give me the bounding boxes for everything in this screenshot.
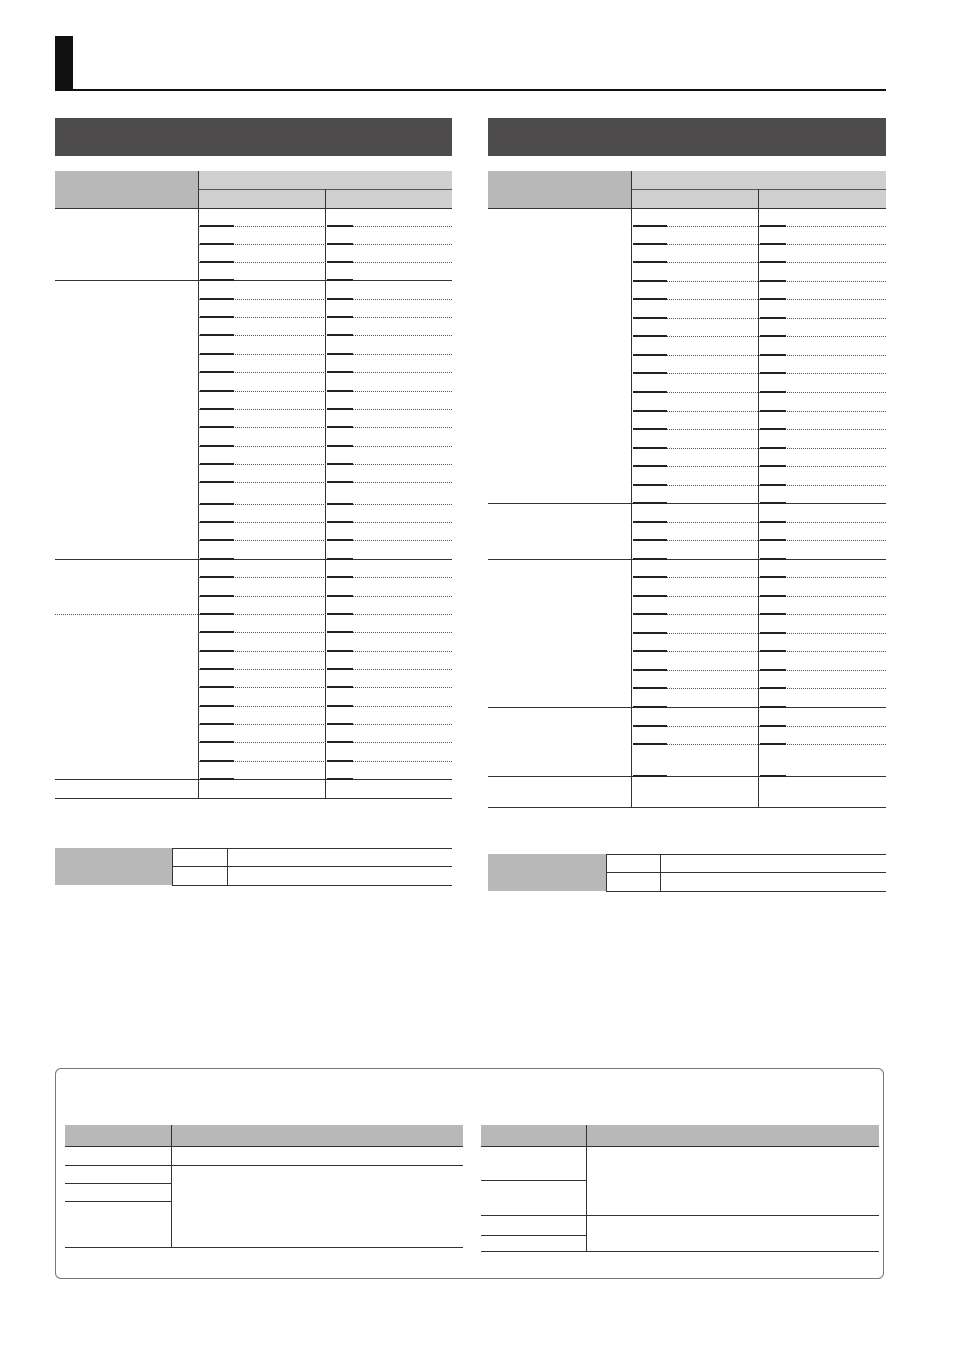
row-mark bbox=[633, 725, 667, 727]
table-row-rule bbox=[55, 798, 452, 799]
row-mark bbox=[760, 725, 786, 727]
row-mark bbox=[760, 650, 786, 652]
table-row-rule bbox=[198, 522, 452, 523]
row-mark bbox=[633, 354, 667, 356]
row-mark bbox=[760, 225, 786, 227]
column-divider bbox=[606, 854, 607, 891]
row-mark bbox=[633, 225, 667, 227]
table-row-rule bbox=[198, 372, 452, 373]
row-mark bbox=[327, 558, 353, 560]
row-mark bbox=[760, 687, 786, 689]
row-mark bbox=[633, 539, 667, 541]
table-row-rule bbox=[481, 1180, 586, 1181]
table-row-rule bbox=[631, 262, 886, 263]
table-row-rule bbox=[631, 392, 886, 393]
table-row-rule bbox=[55, 208, 452, 209]
table-row-rule bbox=[606, 872, 886, 873]
table-row-rule bbox=[198, 262, 452, 263]
row-mark bbox=[200, 613, 234, 615]
row-mark bbox=[760, 539, 786, 541]
row-mark bbox=[760, 558, 786, 560]
row-mark bbox=[200, 521, 234, 523]
row-mark bbox=[633, 669, 667, 671]
table-row-rule bbox=[631, 448, 886, 449]
small-table-right bbox=[488, 854, 886, 891]
row-mark bbox=[633, 428, 667, 430]
row-mark bbox=[200, 686, 234, 688]
row-mark bbox=[760, 280, 786, 282]
note-table-right bbox=[481, 1125, 879, 1253]
row-mark bbox=[327, 243, 353, 245]
column-divider bbox=[227, 848, 228, 885]
row-mark bbox=[760, 576, 786, 578]
row-mark bbox=[327, 741, 353, 743]
row-mark bbox=[200, 723, 234, 725]
column-divider bbox=[172, 848, 173, 885]
table-row-rule bbox=[172, 866, 452, 867]
row-mark bbox=[327, 503, 353, 505]
row-mark bbox=[327, 316, 353, 318]
row-mark bbox=[633, 576, 667, 578]
row-mark bbox=[327, 463, 353, 465]
note-box bbox=[55, 1068, 884, 1279]
table-row-rule bbox=[65, 1247, 463, 1248]
row-mark bbox=[633, 775, 667, 777]
row-mark bbox=[200, 631, 234, 633]
row-mark bbox=[327, 539, 353, 541]
table-row-rule bbox=[198, 482, 452, 483]
table-row-rule bbox=[172, 848, 452, 849]
table-row-rule bbox=[488, 503, 886, 504]
table-row-rule bbox=[198, 761, 452, 762]
table-row-rule bbox=[198, 614, 452, 615]
row-mark bbox=[633, 521, 667, 523]
table-row-rule bbox=[631, 466, 886, 467]
table-row-rule bbox=[198, 409, 452, 410]
row-mark bbox=[200, 225, 234, 227]
row-mark bbox=[633, 243, 667, 245]
table-row-rule bbox=[488, 707, 886, 708]
row-mark bbox=[633, 650, 667, 652]
row-mark bbox=[200, 334, 234, 336]
table-header-cell bbox=[171, 1125, 463, 1146]
table-row-rule bbox=[481, 1235, 586, 1236]
table-row-rule bbox=[55, 280, 452, 281]
table-row-rule bbox=[631, 355, 886, 356]
row-mark bbox=[633, 410, 667, 412]
table-row-rule bbox=[55, 779, 452, 780]
row-mark bbox=[200, 760, 234, 762]
row-mark bbox=[760, 706, 786, 708]
row-mark bbox=[200, 503, 234, 505]
title-rule bbox=[55, 89, 886, 91]
row-mark bbox=[327, 390, 353, 392]
row-mark bbox=[633, 558, 667, 560]
table-row-rule bbox=[198, 724, 452, 725]
row-mark bbox=[760, 521, 786, 523]
table-row-rule bbox=[198, 244, 452, 245]
row-mark bbox=[760, 595, 786, 597]
table-row-rule bbox=[198, 299, 452, 300]
column-divider bbox=[586, 1125, 587, 1251]
table-row-rule bbox=[65, 1165, 463, 1166]
row-mark bbox=[200, 650, 234, 652]
table-row-rule bbox=[481, 1146, 879, 1147]
row-mark bbox=[633, 613, 667, 615]
row-mark bbox=[760, 613, 786, 615]
row-mark bbox=[633, 261, 667, 263]
row-mark bbox=[633, 447, 667, 449]
row-mark bbox=[633, 743, 667, 745]
row-mark bbox=[327, 261, 353, 263]
row-mark bbox=[633, 317, 667, 319]
small-table-left bbox=[55, 848, 452, 885]
row-mark bbox=[760, 632, 786, 634]
table-header-cell bbox=[488, 171, 631, 208]
row-mark bbox=[760, 669, 786, 671]
table-row-rule bbox=[198, 651, 452, 652]
table-row-rule bbox=[631, 485, 886, 486]
row-mark bbox=[633, 632, 667, 634]
row-mark bbox=[633, 484, 667, 486]
row-mark bbox=[200, 371, 234, 373]
row-mark bbox=[200, 279, 234, 281]
table-row-rule bbox=[488, 807, 886, 808]
row-mark bbox=[200, 481, 234, 483]
row-mark bbox=[200, 298, 234, 300]
table-row-rule bbox=[198, 687, 452, 688]
row-mark bbox=[327, 650, 353, 652]
table-row-rule bbox=[631, 651, 886, 652]
row-mark bbox=[327, 353, 353, 355]
row-mark bbox=[327, 576, 353, 578]
row-mark bbox=[327, 408, 353, 410]
table-row-rule bbox=[198, 446, 452, 447]
row-mark bbox=[200, 778, 234, 780]
row-mark bbox=[327, 298, 353, 300]
table-row-rule bbox=[606, 854, 886, 855]
row-mark bbox=[200, 408, 234, 410]
column-divider bbox=[198, 171, 199, 798]
row-mark bbox=[760, 743, 786, 745]
row-mark bbox=[200, 558, 234, 560]
table-row-rule bbox=[631, 540, 886, 541]
row-mark bbox=[760, 317, 786, 319]
row-mark bbox=[633, 595, 667, 597]
table-row-rule bbox=[198, 742, 452, 743]
table-row-rule bbox=[631, 373, 886, 374]
note-table-left bbox=[65, 1125, 463, 1249]
table-row-rule bbox=[65, 1146, 463, 1147]
row-mark bbox=[633, 706, 667, 708]
table-row-rule bbox=[198, 317, 452, 318]
section-bar-right bbox=[488, 118, 886, 156]
title-marker bbox=[55, 36, 73, 90]
row-mark bbox=[327, 225, 353, 227]
column-divider bbox=[660, 854, 661, 891]
row-mark bbox=[200, 576, 234, 578]
row-mark bbox=[327, 426, 353, 428]
table-row-rule bbox=[198, 354, 452, 355]
table-row-rule bbox=[481, 1215, 879, 1216]
row-mark bbox=[760, 484, 786, 486]
table-row-rule bbox=[631, 614, 886, 615]
table-row-rule bbox=[631, 429, 886, 430]
table-row-rule bbox=[631, 226, 886, 227]
table-header-cell bbox=[55, 848, 172, 885]
table-row-rule bbox=[198, 427, 452, 428]
row-mark bbox=[327, 778, 353, 780]
table-row-rule bbox=[631, 411, 886, 412]
row-mark bbox=[327, 613, 353, 615]
row-mark bbox=[200, 353, 234, 355]
row-mark bbox=[200, 243, 234, 245]
table-row-rule bbox=[631, 670, 886, 671]
row-mark bbox=[200, 390, 234, 392]
row-mark bbox=[633, 687, 667, 689]
row-mark bbox=[760, 298, 786, 300]
table-row-rule bbox=[631, 336, 886, 337]
table-row-rule bbox=[631, 522, 886, 523]
row-mark bbox=[760, 502, 786, 504]
row-mark bbox=[760, 465, 786, 467]
row-mark bbox=[327, 371, 353, 373]
row-mark bbox=[327, 668, 353, 670]
table-row-rule bbox=[631, 318, 886, 319]
table-row-rule bbox=[488, 559, 886, 560]
table-row-rule bbox=[631, 633, 886, 634]
column-divider bbox=[631, 171, 632, 807]
table-row-rule bbox=[198, 669, 452, 670]
row-mark bbox=[327, 631, 353, 633]
row-mark bbox=[327, 705, 353, 707]
row-mark bbox=[760, 372, 786, 374]
row-mark bbox=[327, 481, 353, 483]
row-mark bbox=[327, 521, 353, 523]
row-mark bbox=[633, 372, 667, 374]
table-header-cell bbox=[65, 1125, 171, 1146]
row-mark bbox=[200, 595, 234, 597]
table-header-cell bbox=[488, 854, 606, 891]
table-header-cell bbox=[55, 171, 198, 208]
table-row-rule bbox=[65, 1201, 171, 1202]
row-mark bbox=[200, 705, 234, 707]
table-row-rule bbox=[198, 391, 452, 392]
row-mark bbox=[633, 465, 667, 467]
row-mark bbox=[760, 410, 786, 412]
row-mark bbox=[760, 428, 786, 430]
row-mark bbox=[633, 335, 667, 337]
row-mark bbox=[760, 335, 786, 337]
table-row-rule bbox=[606, 891, 886, 892]
param-table-left bbox=[55, 171, 452, 801]
table-row-rule bbox=[631, 688, 886, 689]
row-mark bbox=[327, 445, 353, 447]
row-mark bbox=[760, 261, 786, 263]
row-mark bbox=[200, 741, 234, 743]
row-mark bbox=[760, 775, 786, 777]
table-row-rule bbox=[631, 281, 886, 282]
row-mark bbox=[633, 280, 667, 282]
row-mark bbox=[760, 447, 786, 449]
table-row-rule bbox=[198, 226, 452, 227]
row-mark bbox=[327, 279, 353, 281]
row-mark bbox=[327, 595, 353, 597]
table-row-rule bbox=[198, 504, 452, 505]
table-row-rule bbox=[172, 885, 452, 886]
table-row-rule bbox=[65, 1183, 171, 1184]
table-row-rule bbox=[631, 596, 886, 597]
row-mark bbox=[633, 391, 667, 393]
table-row-rule bbox=[631, 299, 886, 300]
row-mark bbox=[327, 760, 353, 762]
table-row-rule bbox=[198, 464, 452, 465]
row-mark bbox=[200, 668, 234, 670]
table-row-rule bbox=[198, 596, 452, 597]
row-mark bbox=[200, 445, 234, 447]
table-row-rule bbox=[631, 744, 886, 745]
row-mark bbox=[633, 298, 667, 300]
table-row-rule bbox=[631, 577, 886, 578]
table-row-rule bbox=[55, 614, 198, 615]
row-mark bbox=[200, 316, 234, 318]
column-divider bbox=[171, 1125, 172, 1247]
table-row-rule bbox=[631, 726, 886, 727]
row-mark bbox=[760, 243, 786, 245]
table-row-rule bbox=[631, 244, 886, 245]
row-mark bbox=[200, 539, 234, 541]
row-mark bbox=[327, 334, 353, 336]
table-row-rule bbox=[481, 1251, 879, 1252]
table-row-rule bbox=[55, 559, 452, 560]
row-mark bbox=[760, 354, 786, 356]
table-row-rule bbox=[198, 577, 452, 578]
row-mark bbox=[327, 686, 353, 688]
table-row-rule bbox=[198, 706, 452, 707]
row-mark bbox=[200, 261, 234, 263]
table-row-rule bbox=[198, 335, 452, 336]
section-bar-left bbox=[55, 118, 452, 156]
row-mark bbox=[633, 502, 667, 504]
row-mark bbox=[200, 426, 234, 428]
table-row-rule bbox=[488, 208, 886, 209]
table-header-cell bbox=[586, 1125, 879, 1146]
table-row-rule bbox=[198, 632, 452, 633]
table-row-rule bbox=[198, 540, 452, 541]
table-row-rule bbox=[488, 776, 886, 777]
param-table-right bbox=[488, 171, 886, 811]
row-mark bbox=[760, 391, 786, 393]
table-header-cell bbox=[481, 1125, 586, 1146]
row-mark bbox=[327, 723, 353, 725]
row-mark bbox=[200, 463, 234, 465]
